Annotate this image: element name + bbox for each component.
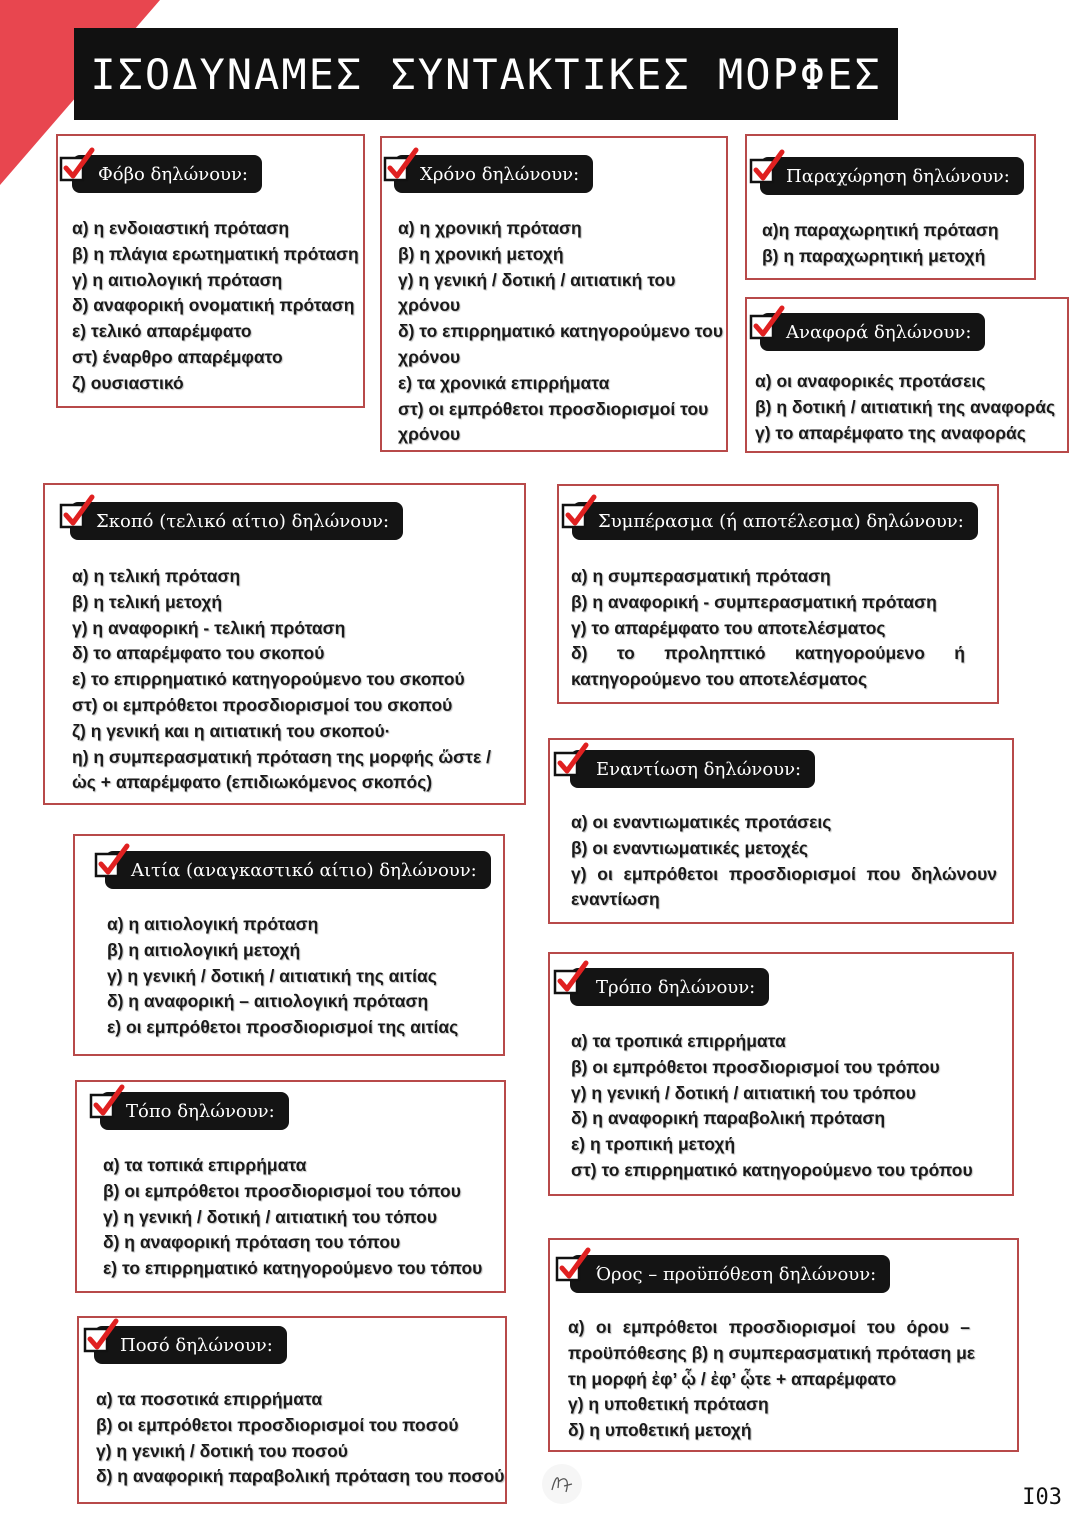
section-fovo-list xyxy=(72,216,359,397)
checkmark-icon xyxy=(58,493,98,533)
list-item: γ) η γενική / δοτική / αιτιατική του xyxy=(398,269,676,290)
list-item: γ) η γενική / δοτική / αιτιατική του τρόπου xyxy=(571,1082,916,1103)
list-item: α) η αιτιολογική πρόταση xyxy=(107,914,319,934)
list-item: α) η ενδοιαστική πρόταση xyxy=(72,218,290,238)
list-item: γ) η γενική / δοτική του ποσού xyxy=(96,1440,348,1461)
section-topo-header: Τόπο δηλώνουν: xyxy=(100,1092,289,1130)
checkmark-icon xyxy=(58,146,98,186)
checkmark-icon xyxy=(82,1317,122,1357)
list-item: β) οι εμπρόθετοι προσδιορισμοί του ποσού xyxy=(96,1414,459,1435)
list-item: α) οι εναντιωματικές προτάσεις xyxy=(571,812,832,832)
list-item: ε) η τροπική μετοχή xyxy=(571,1134,736,1155)
section-paraxorisi-list xyxy=(762,218,999,270)
list-item: α) τα τοπικά επιρρήματα xyxy=(103,1155,307,1175)
list-item: γ) το απαρέμφατο της αναφοράς xyxy=(755,422,1026,443)
list-item: α) τα ποσοτικά επιρρήματα xyxy=(96,1389,323,1409)
section-xrono-list xyxy=(398,216,723,448)
section-poso-list xyxy=(96,1387,504,1490)
list-item: β) η αιτιολογική μετοχή xyxy=(107,939,301,960)
section-enantiosi-list xyxy=(571,810,997,913)
checkmark-icon xyxy=(552,959,592,999)
page-number: I03 xyxy=(1022,1485,1062,1510)
list-item: β) οι εμπρόθετοι προσδιορισμοί του τρόπου xyxy=(571,1056,940,1077)
section-anafora-list xyxy=(755,369,1055,446)
checkmark-icon xyxy=(88,1083,128,1123)
checkmark-icon xyxy=(560,493,600,533)
section-aitia-header: Αιτία (αναγκαστικό αίτιο) δηλώνουν: xyxy=(105,851,491,889)
list-item: ζ) ουσιαστικό xyxy=(72,372,184,393)
checkmark-icon xyxy=(382,146,422,186)
list-item: α)η παραχωρητική πρόταση xyxy=(762,220,999,240)
list-item: προϋπόθεσης β) η συμπερασματική πρόταση με xyxy=(568,1342,976,1363)
list-item: β) η πλάγια ερωτηματική πρόταση xyxy=(72,243,359,264)
section-topo-list xyxy=(103,1153,482,1282)
list-item: ε) τελικό απαρέμφατο xyxy=(72,321,252,342)
section-aitia-list xyxy=(107,912,458,1041)
list-item: β) η αναφορική - συμπερασματική πρόταση xyxy=(571,591,937,612)
list-item: α) η χρονική πρόταση xyxy=(398,218,582,238)
checkmark-icon xyxy=(748,304,788,344)
list-item: α) οι αναφορικές προτάσεις xyxy=(755,371,986,391)
list-item: ζ) η γενική και η αιτιατική του σκοπού· xyxy=(72,720,391,741)
list-item: ε) τα χρονικά επιρρήματα xyxy=(398,372,610,393)
checkmark-icon xyxy=(554,1246,594,1286)
section-anafora-header: Αναφορά δηλώνουν: xyxy=(760,313,985,351)
list-item: α) η συμπερασματική πρόταση xyxy=(571,566,831,586)
list-item: β) οι εμπρόθετοι προσδιορισμοί του τόπου xyxy=(103,1180,461,1201)
section-poso-header: Ποσό δηλώνουν: xyxy=(94,1326,287,1364)
list-item: τη μορφή ἐφ’ ᾧ / ἐφ’ ᾧτε + απαρέμφατο xyxy=(568,1368,897,1389)
list-item: στ) οι εμπρόθετοι προσδιορισμοί του xyxy=(398,398,709,419)
list-item: β) η τελική μετοχή xyxy=(72,591,223,612)
page-title: ΙΣΟΔΥΝΑΜΕΣ ΣΥΝΤΑΚΤΙΚΕΣ ΜΟΡΦΕΣ xyxy=(74,28,898,120)
list-item: στ) το επιρρηματικό κατηγορούμενο του τρόπου xyxy=(571,1159,973,1180)
list-item: α) οι εμπρόθετοι προσδιορισμοί του όρου – xyxy=(568,1317,970,1337)
list-item: β) οι εναντιωματικές μετοχές xyxy=(571,837,808,858)
list-item: δ) η αναφορική παραβολική πρόταση xyxy=(571,1108,886,1129)
section-enantiosi-header: Εναντίωση δηλώνουν: xyxy=(570,750,815,788)
list-item: β) η χρονική μετοχή xyxy=(398,243,564,264)
list-item: εναντίωση xyxy=(571,889,660,910)
list-item: β) η δοτική / αιτιατική της αναφοράς xyxy=(755,396,1056,417)
section-skopo-header: Σκοπό (τελικό αίτιο) δηλώνουν: xyxy=(70,502,403,540)
list-item: χρόνου xyxy=(398,424,461,445)
list-item: δ) το επιρρηματικό κατηγορούμενο του xyxy=(398,321,724,342)
section-sumperasma-header: Συμπέρασμα (ή αποτέλεσμα) δηλώνουν: xyxy=(572,502,978,540)
list-item: χρόνου xyxy=(398,346,461,367)
signature-logo xyxy=(540,1462,584,1506)
list-item: γ) η γενική / δοτική / αιτιατική της αιτίας xyxy=(107,965,437,986)
list-item: η) η συμπερασματική πρόταση της μορφής ὥστε / xyxy=(72,746,491,767)
list-item: δ) το προληπτικό κατηγορούμενο ή xyxy=(571,643,965,664)
list-item: γ) η αιτιολογική πρόταση xyxy=(72,269,283,290)
list-item: χρόνου xyxy=(398,295,461,316)
list-item: δ) η αναφορική – αιτιολογική πρόταση xyxy=(107,991,429,1012)
list-item: β) η παραχωρητική μετοχή xyxy=(762,245,986,266)
section-tropo-list xyxy=(571,1029,973,1184)
list-item: δ) η αναφορική παραβολική πρόταση του ποσού xyxy=(96,1466,505,1487)
section-sumperasma-list xyxy=(571,564,965,693)
list-item: δ) η αναφορική πρόταση του τόπου xyxy=(103,1232,401,1253)
section-skopo-list xyxy=(72,564,491,796)
list-item: γ) το απαρέμφατο του αποτελέσματος xyxy=(571,617,886,638)
section-oros-header: Όρος – προϋπόθεση δηλώνουν: xyxy=(570,1255,890,1293)
list-item: γ) οι εμπρόθετοι προσδιορισμοί που δηλώνουν xyxy=(571,863,997,884)
list-item: στ) έναρθρο απαρέμφατο xyxy=(72,346,283,367)
list-item: ε) το επιρρηματικό κατηγορούμενο του σκοπού xyxy=(72,669,465,690)
checkmark-icon xyxy=(748,148,788,188)
section-oros-list xyxy=(568,1315,976,1444)
list-item: ε) το επιρρηματικό κατηγορούμενο του τόπου xyxy=(103,1258,483,1279)
section-fovo-header: Φόβο δηλώνουν: xyxy=(72,155,262,193)
checkmark-icon xyxy=(552,741,592,781)
list-item: στ) οι εμπρόθετοι προσδιορισμοί του σκοπού xyxy=(72,694,453,715)
section-tropo-header: Τρόπο δηλώνουν: xyxy=(570,968,769,1006)
list-item: α) τα τροπικά επιρρήματα xyxy=(571,1031,786,1051)
list-item: δ) η υποθετική μετοχή xyxy=(568,1420,752,1441)
list-item: δ) το απαρέμφατο του σκοπού xyxy=(72,643,325,664)
list-item: α) η τελική πρόταση xyxy=(72,566,241,586)
checkmark-icon xyxy=(93,842,133,882)
list-item: γ) η αναφορική - τελική πρόταση xyxy=(72,617,346,638)
list-item: γ) η γενική / δοτική / αιτιατική του τόπου xyxy=(103,1206,438,1227)
list-item: ὡς + απαρέμφατο (επιδιωκόμενος σκοπός) xyxy=(72,772,433,793)
section-xrono-header: Χρόνο δηλώνουν: xyxy=(394,155,593,193)
list-item: δ) αναφορική ονοματική πρόταση xyxy=(72,295,355,316)
list-item: γ) η υποθετική πρόταση xyxy=(568,1394,769,1415)
list-item: κατηγορούμενο του αποτελέσματος xyxy=(571,669,868,690)
list-item: ε) οι εμπρόθετοι προσδιορισμοί της αιτίας xyxy=(107,1017,459,1038)
section-paraxorisi-header: Παραχώρηση δηλώνουν: xyxy=(760,157,1024,195)
